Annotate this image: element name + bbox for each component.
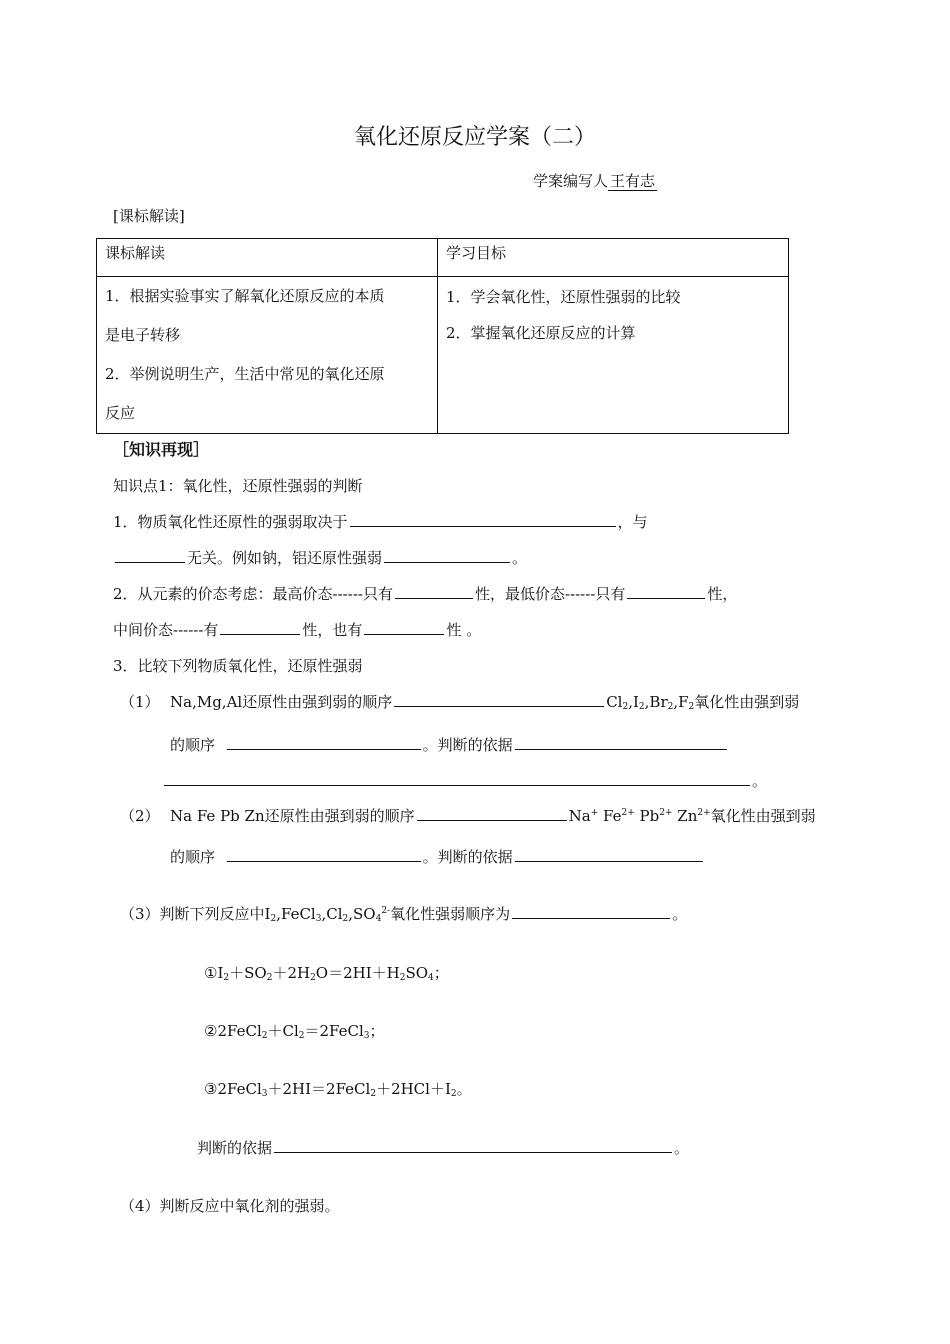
answer-blank[interactable] xyxy=(274,1137,672,1153)
answer-blank[interactable] xyxy=(515,734,727,750)
part-4: （4）判断反应中氧化剂的强弱。 xyxy=(120,1197,340,1215)
part-2-number: （2） xyxy=(120,807,160,825)
equation-2 xyxy=(204,1020,385,1041)
answer-blank[interactable] xyxy=(627,583,705,599)
table-line: 2．举例说明生产，生活中常见的氧化还原 xyxy=(105,365,385,383)
text: ，与 xyxy=(617,513,648,531)
table-line: 反应 xyxy=(105,404,136,422)
text: 氧化性由强到弱 xyxy=(694,693,800,711)
answer-blank[interactable] xyxy=(394,691,604,707)
text: 性，最低价态------只有 xyxy=(474,585,626,603)
text: 性，也有 xyxy=(302,621,363,639)
table-cell-goals xyxy=(438,277,789,434)
section-heading-curriculum: [课标解读] xyxy=(113,207,185,225)
page-title: 氧化还原反应学案（二） xyxy=(353,125,596,150)
circled-number: ② xyxy=(204,1022,218,1040)
text: 。判断的依据 xyxy=(422,736,513,754)
text: 的顺序 xyxy=(170,848,216,866)
table-line: 2．掌握氧化还原反应的计算 xyxy=(446,324,636,342)
question-3: 3．比较下列物质氧化性，还原性强弱 xyxy=(113,657,363,675)
text: 2．从元素的价态考虑：最高价态------只有 xyxy=(113,585,393,603)
formula: $2FeCl_2+Cl_2=2FeCl_3$； xyxy=(217,1022,385,1041)
text: 判断的依据 xyxy=(197,1139,273,1157)
text: （3）判断下列反应中 xyxy=(120,905,265,923)
question-1-line-2 xyxy=(113,547,527,568)
question-2-line-1 xyxy=(113,583,737,604)
author-line xyxy=(533,170,657,191)
author-name: 王有志 xyxy=(610,172,656,190)
answer-blank[interactable] xyxy=(350,511,616,527)
table-cell-curriculum xyxy=(97,277,438,434)
text: 性 。 xyxy=(446,621,482,639)
table-line: 1．根据实验事实了解氧化还原反应的本质 xyxy=(105,287,385,305)
table-line: 1．学会氧化性，还原性强弱的比较 xyxy=(446,288,681,306)
ions: Na+ $Fe^{2+}$ $Pb^{2+}$ $Zn^{2+}$ xyxy=(568,807,711,825)
answer-blank[interactable] xyxy=(395,583,473,599)
answer-blank[interactable] xyxy=(164,770,750,786)
question-1-line-1 xyxy=(113,511,648,532)
table-header-curriculum: 课标解读 xyxy=(97,239,438,277)
part-1-line-1 xyxy=(170,691,799,712)
text: 。 xyxy=(752,772,768,790)
equation-3 xyxy=(204,1078,472,1099)
text: 。 xyxy=(672,905,688,923)
text: 无关。例如钠，铝还原性强弱 xyxy=(187,549,383,567)
text: Na Fe Pb Zn还原性由强到弱的顺序 xyxy=(170,807,415,825)
answer-blank[interactable] xyxy=(515,846,703,862)
knowledge-point-1: 知识点1：氧化性，还原性强弱的判断 xyxy=(113,477,363,495)
table-header-goals: 学习目标 xyxy=(438,239,789,277)
basis-line xyxy=(197,1137,689,1158)
species: $I_2,FeCl_3,Cl_2,SO_4^{2-}$ xyxy=(264,905,391,924)
part-2-line-1 xyxy=(170,805,816,826)
answer-blank[interactable] xyxy=(364,619,444,635)
part-1-number: （1） xyxy=(120,693,160,711)
formula: $2FeCl_3+2HI=2FeCl_2+2HCl+I_2$。 xyxy=(217,1080,472,1099)
text: 的顺序 xyxy=(170,736,216,754)
author-label: 学案编写人 xyxy=(533,172,609,190)
answer-blank[interactable] xyxy=(384,547,510,563)
answer-blank[interactable] xyxy=(227,846,421,862)
answer-blank[interactable] xyxy=(417,805,567,821)
part-3 xyxy=(120,903,687,924)
text: 。 xyxy=(512,549,528,567)
text: 性， xyxy=(707,585,738,603)
table-line: 是电子转移 xyxy=(105,326,181,344)
circled-number: ① xyxy=(204,964,218,982)
text: 氧化性由强到弱 xyxy=(710,807,816,825)
text: 。判断的依据 xyxy=(422,848,513,866)
question-2-line-2 xyxy=(113,619,481,640)
circled-number: ③ xyxy=(204,1080,218,1098)
text: 氧化性强弱顺序为 xyxy=(390,905,511,923)
text: Na,Mg,Al还原性由强到弱的顺序 xyxy=(170,693,393,711)
formula: $I_2+SO_2+2H_2O=2HI+H_2SO_4$； xyxy=(217,964,449,983)
part-1-line-3 xyxy=(162,770,767,791)
text: 1．物质氧化性还原性的强弱取决于 xyxy=(113,513,348,531)
answer-blank[interactable] xyxy=(115,547,185,563)
section-heading-review: ［知识再现］ xyxy=(113,440,210,459)
objectives-table xyxy=(96,238,789,434)
answer-blank[interactable] xyxy=(512,903,670,919)
equation-1 xyxy=(204,962,449,983)
answer-blank[interactable] xyxy=(220,619,300,635)
answer-blank[interactable] xyxy=(227,734,421,750)
halogens: $Cl_2,I_2,Br_2,F_2$ xyxy=(606,693,695,712)
part-2-line-2 xyxy=(170,846,705,867)
text: 中间价态------有 xyxy=(113,621,219,639)
part-1-line-2 xyxy=(170,734,729,755)
text: 。 xyxy=(674,1139,690,1157)
